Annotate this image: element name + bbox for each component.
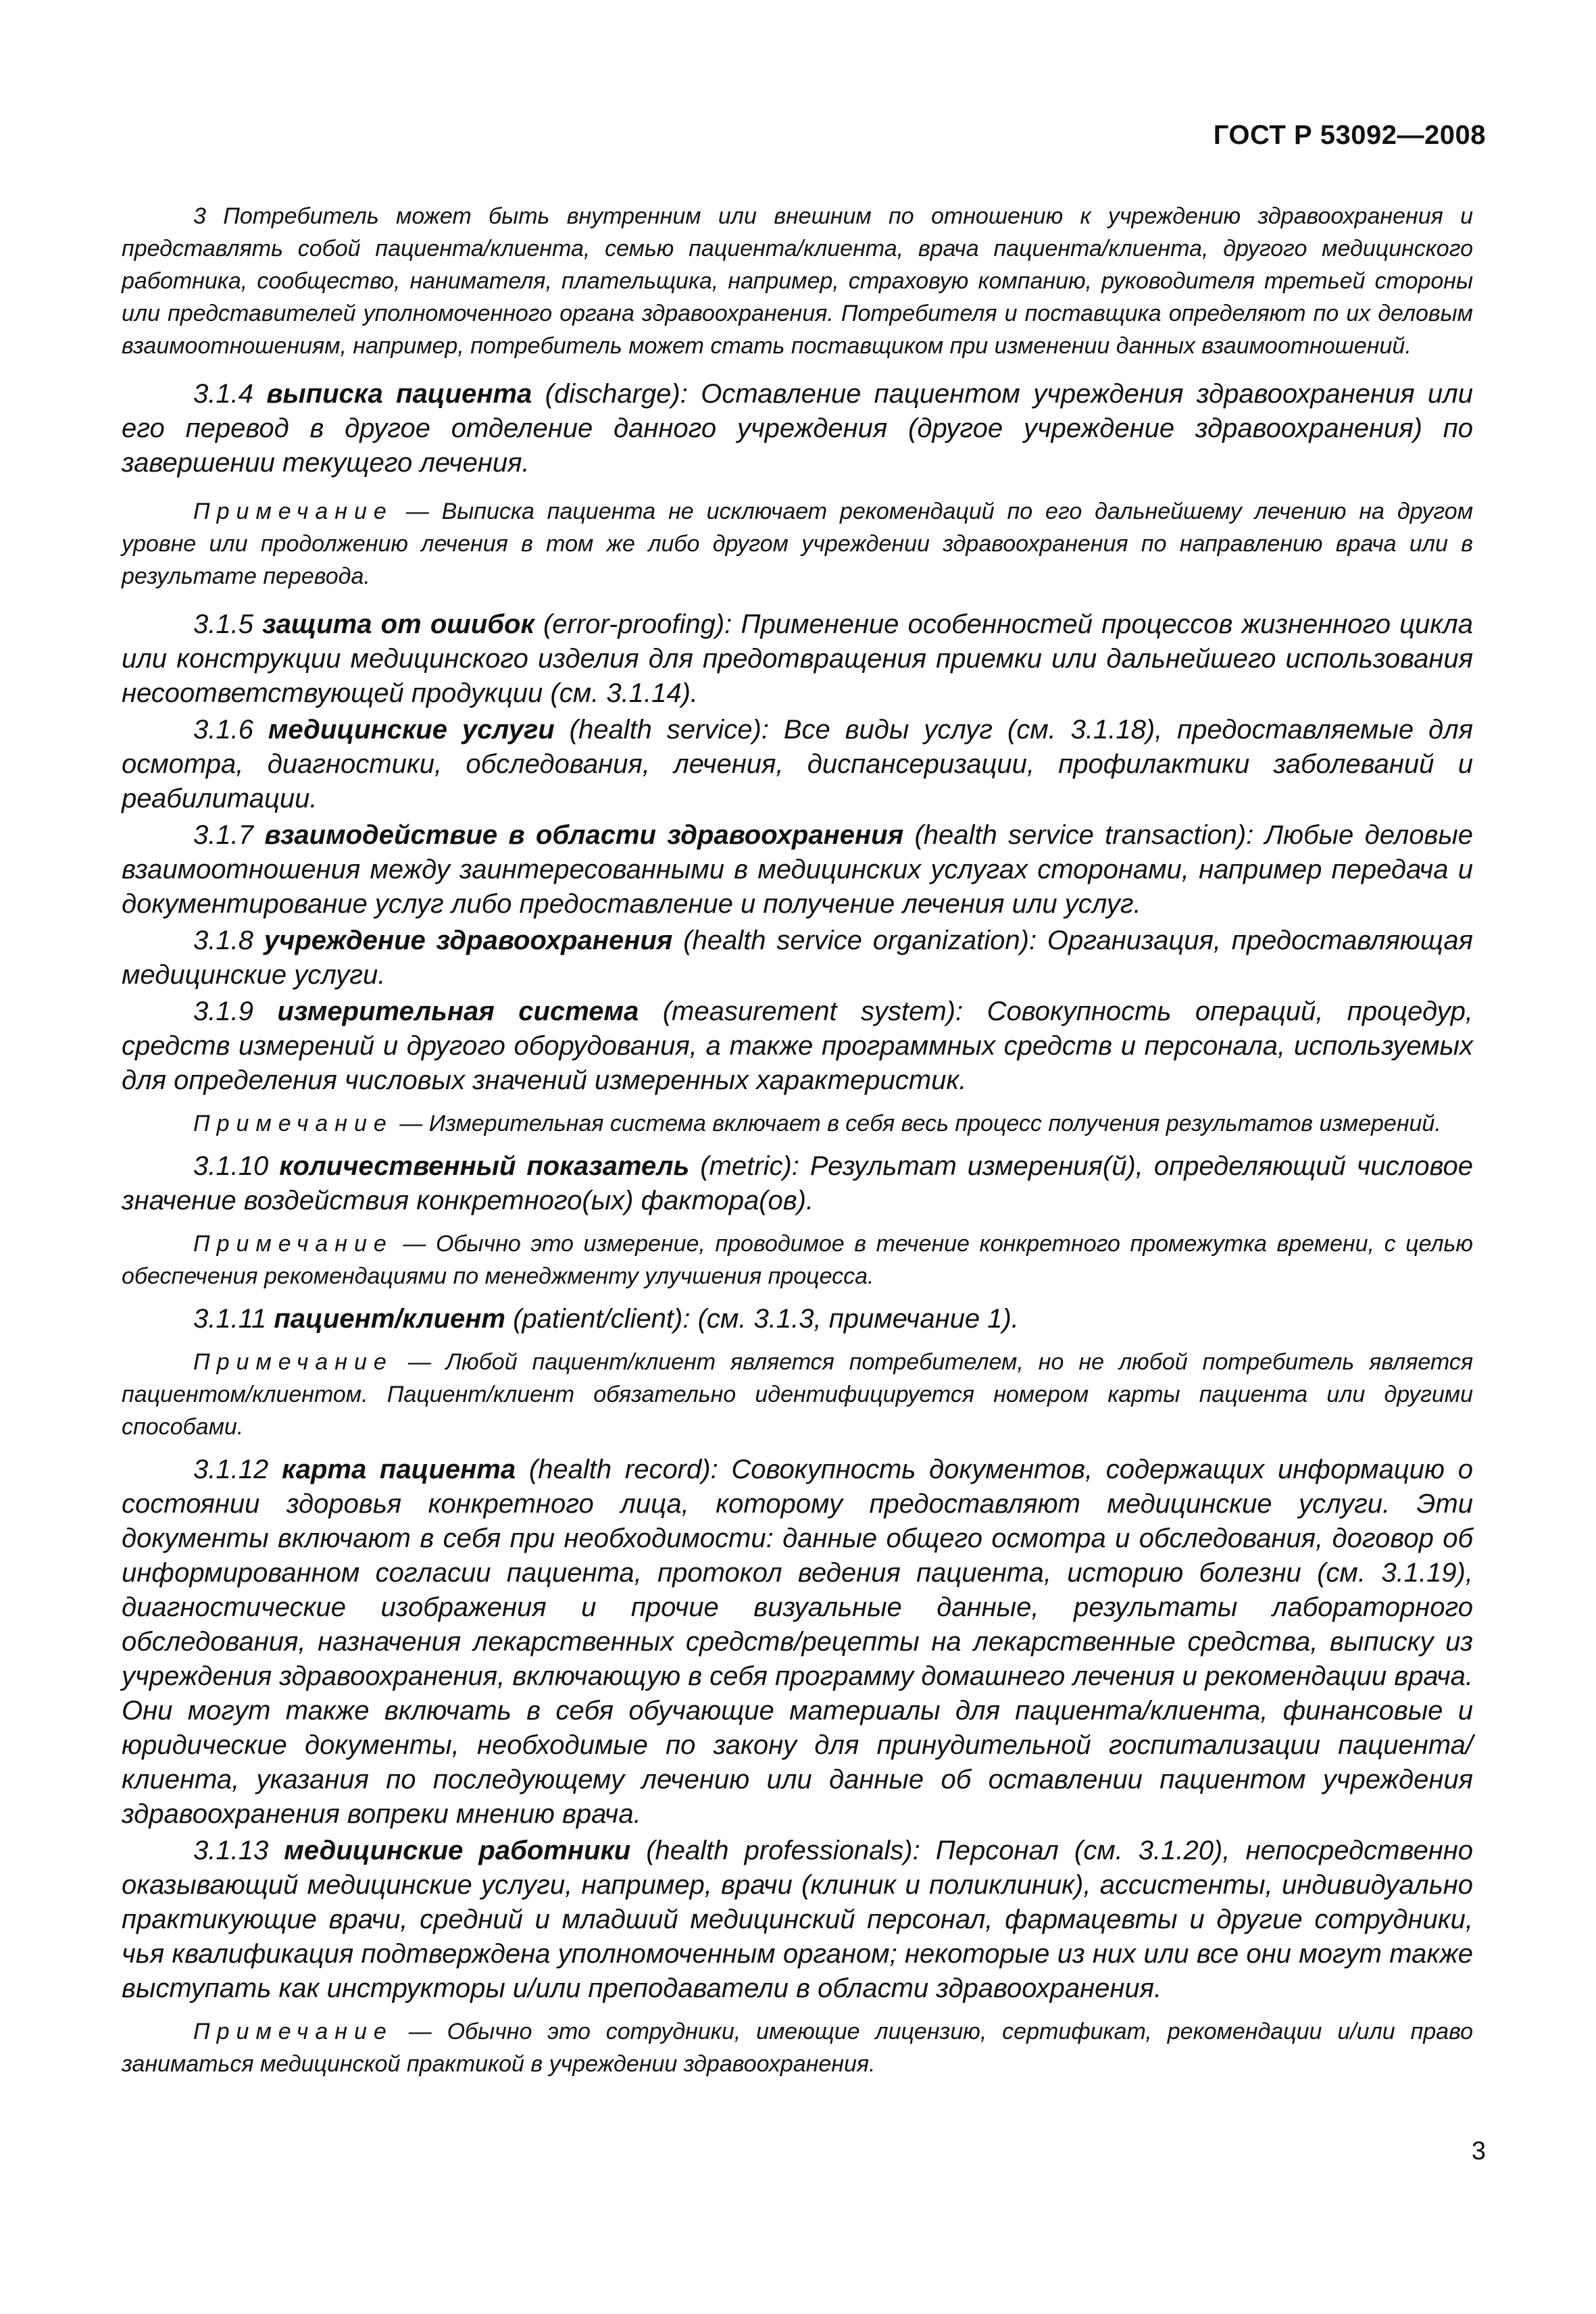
term-name: количественный показатель <box>279 1151 690 1181</box>
term-definition: Совокупность документов, содержащих информацию о состоянии здоровья конкретного лица, которому предоставляют медицинские услуги. Эти документы включают в себя при необходимости: данные общего осмотра и обследования, договор об информированном согласии пациента, протокол ведения пациента, историю болезни (см. 3.1.19), диагностические изображения и прочие визуальные данные, результаты лабораторного обследования, назначения лекарственных средств/рецепты на лекарственные средства, выписку из учреждения здравоохранения, включающую в себя программу домашнего лечения и рекомендации врача. Они могут также включать в себя обучающие материалы для пациента/клиента, финансовые и юридические документы, необходимые по закону для принудительной госпитализации пациента/клиента, указания по последующему лечению или данные об оставлении пациентом учреждения здравоохранения вопреки мнению врача. <box>122 1455 1473 1829</box>
note-text: — Измерительная система включает в себя весь процесс получения результатов измерений. <box>399 1111 1441 1136</box>
term-english: (discharge): <box>545 379 688 409</box>
term-number: 3.1.12 <box>193 1455 269 1484</box>
note-3-1-9 <box>122 1107 1473 1140</box>
term-definition: Организация, предоставляющая медицинские услуги. <box>122 926 1473 990</box>
term-number: 3.1.11 <box>193 1304 267 1334</box>
term-definition: Применение особенностей процессов жизненного цикла или конструкции медицинского изделия для предотвращения приемки или дальнейшего использования несоответствующей продукции (см. 3.1.14). <box>122 609 1473 708</box>
term-number: 3.1.8 <box>193 926 253 955</box>
term-definition: Все виды услуг (см. 3.1.18), предоставляемые для осмотра, диагностики, обследования, лечения, диспансеризации, профилактики заболеваний и реабилитации. <box>122 715 1473 813</box>
note-label: Примечание <box>193 1231 393 1257</box>
note-text: — Обычно это сотрудники, имеющие лицензию, сертификат, рекомендации и/или право заниматься медицинской практикой в учреждении здравоохранения. <box>122 2019 1473 2077</box>
note-text: — Обычно это измерение, проводимое в течение конкретного промежутка времени, с целью обеспечения рекомендациями по менеджменту улучшения процесса. <box>122 1231 1473 1289</box>
page-number: 3 <box>1471 2137 1486 2165</box>
term-english: (health service): <box>569 715 769 745</box>
term-definition: Персонал (см. 3.1.20), непосредственно оказывающий медицинские услуги, например, врачи (клиник и поликлиник), ассистенты, индивидуально практикующие врачи, средний и младший медицинский персонал, фармацевты и другие сотрудники, чья квалификация подтверждена уполномоченным органом; некоторые из них или все они могут также выступать как инструкторы и/или преподаватели в области здравоохранения. <box>122 1836 1473 2003</box>
page-content <box>122 200 1473 2080</box>
term-number: 3.1.5 <box>193 609 253 639</box>
term-definition: Результат измерения(й), определяющий числовое значение воздействия конкретного(ых) фактора(ов). <box>122 1151 1473 1215</box>
term-english: (error-proofing): <box>543 609 732 639</box>
term-number: 3.1.13 <box>193 1836 269 1865</box>
term-english: (metric): <box>700 1151 799 1181</box>
term-number: 3.1.9 <box>193 997 253 1026</box>
term-3-1-11 <box>122 1302 1473 1336</box>
term-definition: Оставление пациентом учреждения здравоохранения или его перевод в другое отделение данного учреждения (другое учреждение здравоохранения) по завершении текущего лечения. <box>122 379 1473 478</box>
note-text: — Выписка пациента не исключает рекомендаций по его дальнейшему лечению на другом уровне или продолжению лечения в том же либо другом учреждении здравоохранения по направлению врача или в результате перевода. <box>122 499 1474 589</box>
term-name: выписка пациента <box>266 379 532 409</box>
term-name: медицинские работники <box>284 1836 631 1865</box>
term-name: взаимодействие в области здравоохранения <box>264 820 904 850</box>
term-3-1-13 <box>122 1834 1473 2006</box>
term-number: 3.1.10 <box>193 1151 269 1181</box>
term-english: (health record): <box>528 1455 718 1484</box>
term-definition: Совокупность операций, процедур, средств измерений и другого оборудования, а также программных средств и персонала, используемых для определения числовых значений измеренных характеристик. <box>122 997 1473 1095</box>
term-number: 3.1.4 <box>193 379 253 409</box>
term-3-1-5 <box>122 607 1473 711</box>
standard-header: ГОСТ Р 53092—2008 <box>1213 120 1486 150</box>
note-3-1-11 <box>122 1346 1473 1443</box>
term-3-1-9 <box>122 995 1473 1098</box>
note-3-1-13 <box>122 2015 1473 2080</box>
term-name: медицинские услуги <box>268 715 555 745</box>
term-english: (measurement system): <box>662 997 964 1026</box>
note-3-1-10 <box>122 1228 1473 1292</box>
term-number: 3.1.7 <box>193 820 253 850</box>
term-3-1-7 <box>122 818 1473 922</box>
intro-note: 3 Потребитель может быть внутренним или внешним по отношению к учреждению здравоохранения и представлять собой пациента/клиента, семью пациента/клиента, врача пациента/клиента, другого медицинского работника, сообщество, нанимателя, плательщика, например, страховую компанию, руководителя третьей стороны или представителей уполномоченного органа здравоохранения. Потребителя и поставщика определяют по их деловым взаимоотношениям, например, потребитель может стать поставщиком при изменении данных взаимоотношений. <box>122 203 1473 359</box>
term-english: (health service organization): <box>683 926 1037 955</box>
term-name: пациент/клиент <box>274 1304 505 1334</box>
term-3-1-8 <box>122 924 1473 992</box>
note-text: — Любой пациент/клиент является потребителем, но не любой потребитель является пациентом/клиентом. Пациент/клиент обязательно идентифицируется номером карты пациента или другими способами. <box>122 1349 1473 1440</box>
term-name: учреждение здравоохранения <box>264 926 673 955</box>
term-name: измерительная система <box>277 997 639 1026</box>
note-label: Примечание <box>193 2019 393 2044</box>
term-english: (health service transaction): <box>914 820 1254 850</box>
term-3-1-10 <box>122 1149 1473 1218</box>
term-definition: Любые деловые взаимоотношения между заинтересованными в медицинских услугах сторонами, например передача и документирование услуг либо предоставление и получение лечения или услуг. <box>122 820 1474 919</box>
term-name: карта пациента <box>281 1455 516 1484</box>
term-3-1-6 <box>122 713 1473 816</box>
term-english: (patient/client): <box>513 1304 691 1334</box>
term-3-1-4 <box>122 377 1473 480</box>
note-label: Примечание <box>193 499 393 524</box>
note-3-1-4 <box>122 495 1473 593</box>
term-3-1-12 <box>122 1453 1473 1832</box>
note-label: Примечание <box>193 1111 393 1136</box>
term-name: защита от ошибок <box>262 609 534 639</box>
term-english: (health professionals): <box>646 1836 920 1865</box>
term-number: 3.1.6 <box>193 715 253 745</box>
term-definition: (см. 3.1.3, примечание 1). <box>697 1304 1019 1334</box>
note-label: Примечание <box>193 1349 393 1375</box>
